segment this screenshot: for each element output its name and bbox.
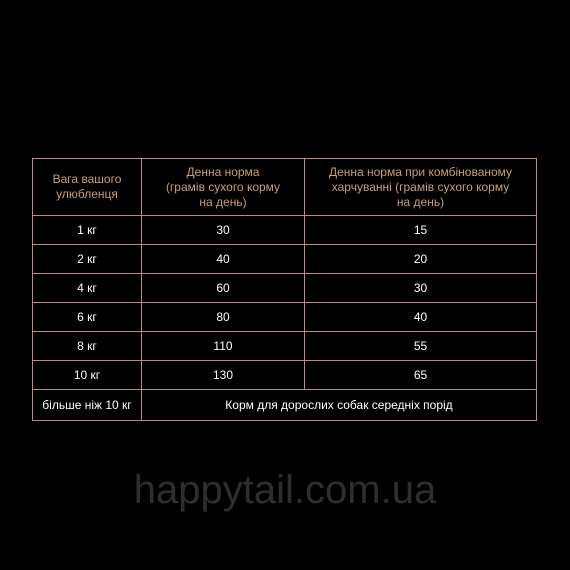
table-header-row bbox=[33, 159, 537, 216]
cell-weight: 2 кг bbox=[33, 245, 142, 274]
cell-weight: 4 кг bbox=[33, 274, 142, 303]
header-combined-norm: Денна норма при комбінованому харчуванні (грамів сухого корму на день) bbox=[305, 159, 537, 216]
cell-weight: 8 кг bbox=[33, 332, 142, 361]
table-row bbox=[33, 216, 537, 245]
feeding-table bbox=[32, 158, 537, 421]
cell-daily-norm: 130 bbox=[142, 361, 305, 390]
table-row bbox=[33, 303, 537, 332]
cell-daily-norm: 60 bbox=[142, 274, 305, 303]
cell-daily-norm: 40 bbox=[142, 245, 305, 274]
table-row bbox=[33, 245, 537, 274]
cell-weight: 1 кг bbox=[33, 216, 142, 245]
cell-combined-norm: 15 bbox=[305, 216, 537, 245]
cell-weight: 10 кг bbox=[33, 361, 142, 390]
cell-daily-norm: 80 bbox=[142, 303, 305, 332]
cell-weight: 6 кг bbox=[33, 303, 142, 332]
cell-daily-norm: 30 bbox=[142, 216, 305, 245]
site-watermark: happytail.com.ua bbox=[133, 468, 437, 512]
table-row-over-10kg bbox=[33, 390, 537, 421]
cell-daily-norm: 110 bbox=[142, 332, 305, 361]
header-daily-norm: Денна норма (грамів сухого корму на день) bbox=[142, 159, 305, 216]
cell-combined-norm: 40 bbox=[305, 303, 537, 332]
cell-weight-over-10kg: більше ніж 10 кг bbox=[33, 390, 142, 421]
table-row bbox=[33, 361, 537, 390]
cell-combined-norm: 65 bbox=[305, 361, 537, 390]
table-row bbox=[33, 274, 537, 303]
table-row bbox=[33, 332, 537, 361]
cell-combined-norm: 30 bbox=[305, 274, 537, 303]
cell-combined-norm: 20 bbox=[305, 245, 537, 274]
header-pet-weight: Вага вашого улюбленця bbox=[33, 159, 142, 216]
cell-combined-norm: 55 bbox=[305, 332, 537, 361]
cell-adult-medium-breed-note: Корм для дорослих собак середніх порід bbox=[142, 390, 537, 421]
